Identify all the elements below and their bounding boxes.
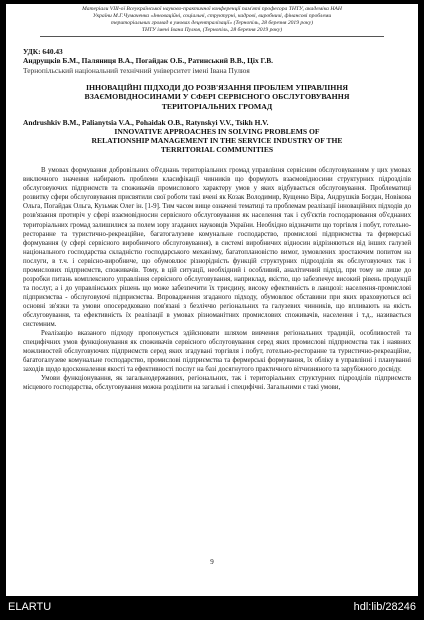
- body-paragraph: Реалізацію вказаного підходу пропонується здійснювати шляхом вивчення регіональних традицій, особливостей та специфічних умов функціонування як споживачів сервісного обслуговування серед яких промислові підприємства так і наявних можливостей обслуговуючих підприємств серед яких згадувані торгівля і побут, готельно-ресторанне та туристично-рекреаційне, багатогалузеве комунальне господарство, промислові підприємства та фермерські формування, їх обліку в управлінні і плануванні заходів щодо вдосконалення якості та ефективності послуг на базі досягнутого практичного вітчизняного та зарубіжного досвіду.: [23, 330, 411, 374]
- affiliation: Тернопільський національний технічний університет імені Івана Пулюя: [23, 66, 250, 75]
- header-line: територіальних громад в умовах децентралізації» (Тернопіль, 28 березня 2019 року): [111, 20, 313, 26]
- article-body: [23, 166, 411, 392]
- authors-english: Andrushkiv B.M., Palianytsia V.A., Pohaidak O.B., Ratynskyi V.V., Tsikh H.V.: [23, 118, 269, 128]
- article-content: [23, 47, 411, 392]
- conference-header: [40, 6, 384, 37]
- title-ukrainian: [23, 83, 411, 111]
- title-line: INNOVATIVE APPROACHES IN SOLVING PROBLEMS OF: [114, 127, 320, 137]
- title-line: ВЗАЄМОВІДНОСИНАМИ У СФЕРІ СЕРВІСНОГО ОБСЛУГОВУВАННЯ: [84, 92, 350, 102]
- document-page: [6, 4, 418, 596]
- title-line: TERRITORIAL COMMUNITIES: [160, 145, 274, 155]
- page-number: 9: [210, 558, 214, 566]
- header-line: Матеріали VIII-ої Всеукраїнської науково-практичної конференції пам'яті професора ТНТУ, академіка НАН: [82, 6, 342, 12]
- title-line: ІННОВАЦІЙНІ ПІДХОДИ ДО РОЗВ'ЯЗАННЯ ПРОБЛЕМ УПРАВЛІННЯ: [85, 83, 349, 92]
- title-line: RELATIONSHIP MANAGEMENT IN THE SERVICE INDUSTRY OF THE: [91, 136, 343, 146]
- header-line: ТНТУ імені Івана Пулюя, (Тернопіль, 28 березня 2019 року): [141, 27, 283, 33]
- repository-link[interactable]: ELARTU: [8, 601, 52, 613]
- handle-link[interactable]: hdl:lib/28246: [353, 601, 416, 613]
- body-paragraph: В умовах формування добровільних об'єднань територіальних громад управління сервісним обслуговуванням у цих умовах виключного значення набирають проблеми класифікації чинників що формують взаємовідносини структурних підрозділів обслуговуючих підприємств та споживачів промислового характеру умов у яких відбувається обслуговування. Проблематиці розвитку сфери обслуговування присвятили свої роботи такі вчені як Козак Володимир, Кущенко Віра, Андрушків Богдан, Новікова Ольга, Погайдак Ольга, Кузьмак Олег ін. [1-9]. Тим часом вище означені тематиці та проблемам реалізації інноваційних підходів до розв'язання протиріч у сфері взаємовідносин сервісного обслуговування як населення так і суб'єктів господарювання об'єднаних територіальних громад залишилися за полем зору згаданих науковців України. Необхідно відзначити що торгівля і побут, готельно-ресторанне та туристично-рекреаційне, багатогалузеве комунальне господарство, промислові підприємства та фермерські формування (у сфері сервісного виробничого обслуговування), в системі виробничих відносин відрізняються від інших галузей національного господарства складністю господарського механізму, багатоплановістю вимог, зумовлених зростаючим попитом на послуги, в т.ч. і сервісно-виробниче, що обумовлює різнорідність функцій структурних підрозділів як обслуговуючих так і промислових підприємств, споживачів. Тому, в цій ситуації, необхідний і особливий, аналітичний підхід, при тому не лише до розробки питань комплексного управління сервісного обслуговування, наприклад, якістю, що забезпечує високий рівень продукції та послуг, а і до управлінських рішень що може забезпечити їх триєдину, високу ефективність в ланцюзі: населення-промислові підприємства - обслуговуючі підприємства. Впровадження згаданого підходу, обумовлює обставини при яких враховуються всі основні зв'язки та умови опосередковано пов'язані з безліччю регіональних та галузевих чинників, що впливають на якість обслуговування, та ефективність їх реалізації в умовах різноманітних промислових споживачів, населення і т.д., називається системним.: [23, 167, 411, 329]
- title-english: [23, 127, 411, 154]
- repository-footer: [0, 596, 424, 620]
- body-paragraph: Умови функціонування, як загальнодержавних, регіональних, так і територіальних структурних підрозділів підприємств місцевого господарства, обслуговування можна розділити на загальні і специфічні. Загальними є такі умови,: [23, 375, 411, 392]
- authors-ukrainian: Андрущків Б.М., Паляниця В.А., Погайдак О.Б., Ратинський В.В., Ціх Г.В.: [23, 56, 273, 65]
- title-line: ТЕРИТОРІАЛЬНИХ ГРОМАД: [161, 101, 273, 111]
- udk-code: УДК: 640.43: [23, 47, 63, 56]
- header-line: України М.Г.Чумаченка «Інноваційні, соціальні, структурні, кадрові, виробничі, фінансові проблеми: [92, 13, 332, 19]
